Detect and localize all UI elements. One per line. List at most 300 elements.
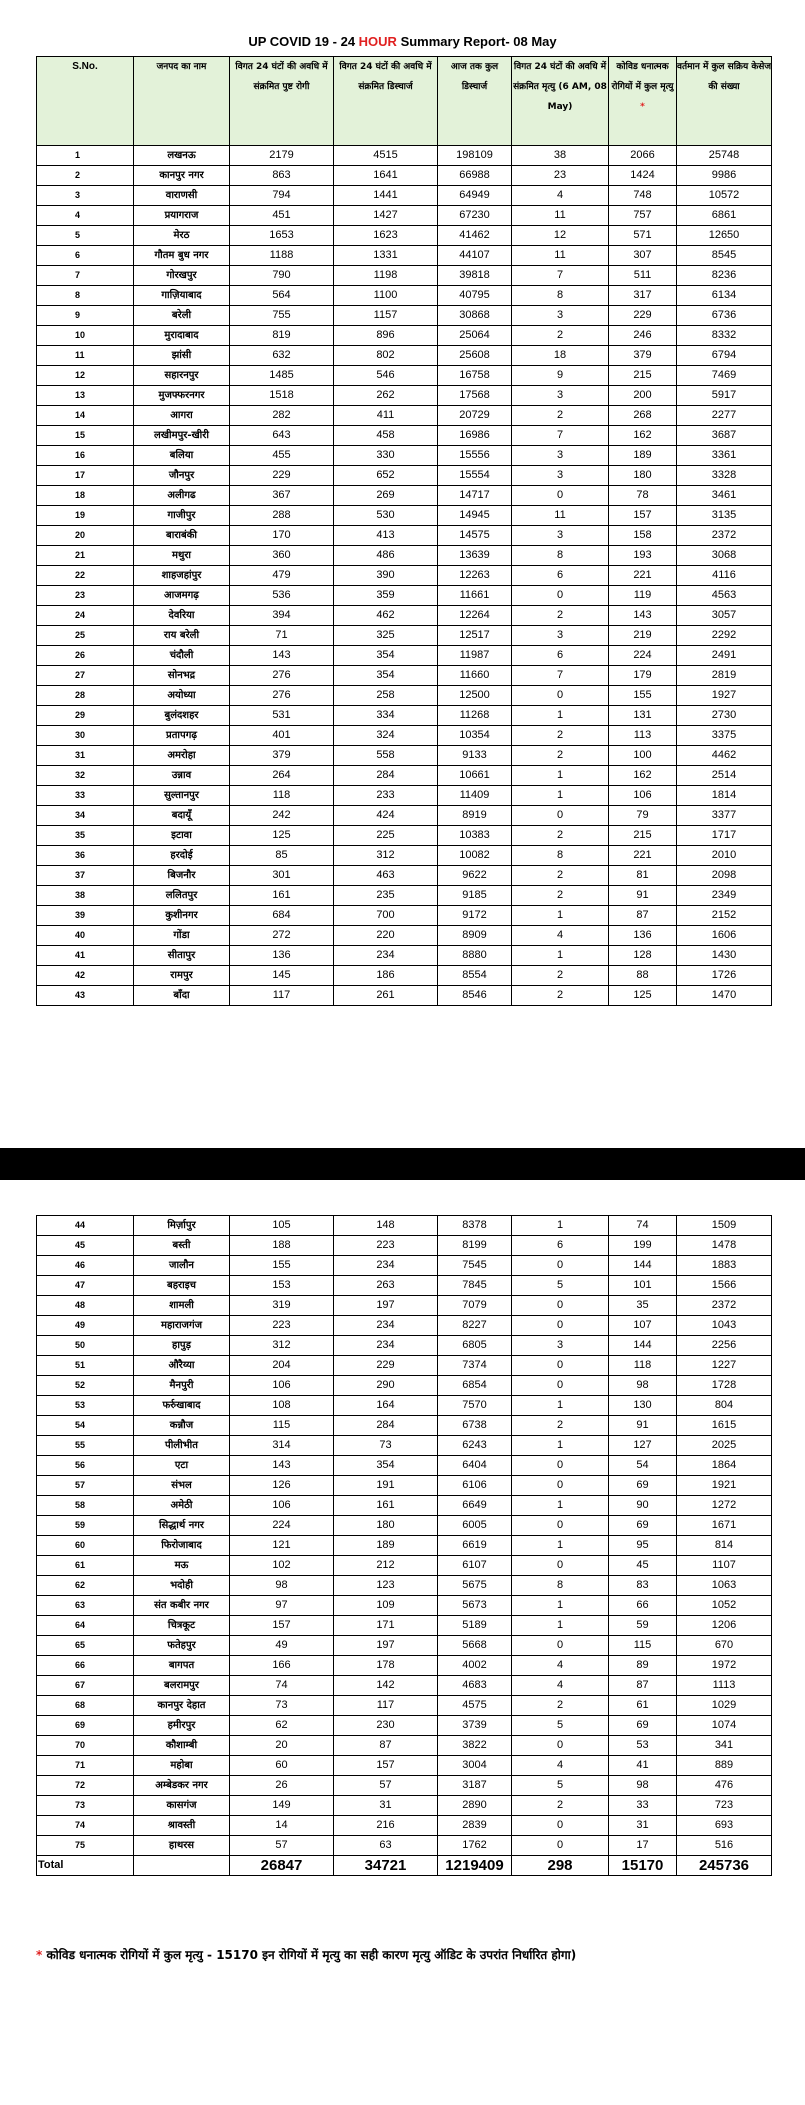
cell-new-positive: 170 xyxy=(230,526,334,546)
table-row xyxy=(37,1556,772,1576)
cell-sno: 3 xyxy=(37,186,134,206)
table-row xyxy=(37,426,772,446)
cell-total-discharged: 17568 xyxy=(438,386,512,406)
cell-district: मैनपुरी xyxy=(134,1376,230,1396)
cell-deaths-24h: 5 xyxy=(512,1716,609,1736)
cell-total-discharged: 8199 xyxy=(438,1236,512,1256)
cell-discharged-24h: 63 xyxy=(334,1836,438,1856)
table-row xyxy=(37,1356,772,1376)
cell-district: अम्बेडकर नगर xyxy=(134,1776,230,1796)
cell-deaths-24h: 1 xyxy=(512,766,609,786)
cell-deaths-24h: 4 xyxy=(512,186,609,206)
cell-deaths-24h: 7 xyxy=(512,666,609,686)
cell-total-discharged: 11268 xyxy=(438,706,512,726)
cell-discharged-24h: 1623 xyxy=(334,226,438,246)
cell-deaths-24h: 2 xyxy=(512,1796,609,1816)
table-row xyxy=(37,1396,772,1416)
table-row xyxy=(37,306,772,326)
cell-active-cases: 2372 xyxy=(677,526,772,546)
cell-discharged-24h: 233 xyxy=(334,786,438,806)
cell-total-deaths: 317 xyxy=(609,286,677,306)
table-row xyxy=(37,346,772,366)
cell-total-discharged: 8554 xyxy=(438,966,512,986)
cell-total-discharged: 44107 xyxy=(438,246,512,266)
cell-total-discharged: 9185 xyxy=(438,886,512,906)
cell-total-discharged: 2890 xyxy=(438,1796,512,1816)
cell-discharged-24h: 1100 xyxy=(334,286,438,306)
table-row xyxy=(37,386,772,406)
cell-district: हाथरस xyxy=(134,1836,230,1856)
cell-total-discharged: 5675 xyxy=(438,1576,512,1596)
cell-total-deaths: 41 xyxy=(609,1756,677,1776)
cell-discharged-24h: 4515 xyxy=(334,146,438,166)
cell-new-positive: 49 xyxy=(230,1636,334,1656)
cell-total-discharged: 6854 xyxy=(438,1376,512,1396)
cell-active-cases: 2372 xyxy=(677,1296,772,1316)
cell-discharged-24h: 284 xyxy=(334,766,438,786)
cell-total-discharged: 2839 xyxy=(438,1816,512,1836)
cell-sno: 12 xyxy=(37,366,134,386)
cell-discharged-24h: 189 xyxy=(334,1536,438,1556)
cell-active-cases: 1029 xyxy=(677,1696,772,1716)
cell-district: गोरखपुर xyxy=(134,266,230,286)
cell-total-deaths: 98 xyxy=(609,1376,677,1396)
cell-sno: 71 xyxy=(37,1756,134,1776)
table-row xyxy=(37,706,772,726)
summary-table-part1 xyxy=(36,56,772,1006)
cell-total-discharged: 67230 xyxy=(438,206,512,226)
cell-total-discharged: 8227 xyxy=(438,1316,512,1336)
cell-total-discharged: 12264 xyxy=(438,606,512,626)
cell-district: शाहजहांपुर xyxy=(134,566,230,586)
cell-total-discharged: 11661 xyxy=(438,586,512,606)
cell-district: शामली xyxy=(134,1296,230,1316)
cell-total-deaths: 215 xyxy=(609,826,677,846)
cell-active-cases: 1074 xyxy=(677,1716,772,1736)
cell-total-deaths: 69 xyxy=(609,1716,677,1736)
cell-total-discharged: 12500 xyxy=(438,686,512,706)
cell-total-discharged: 6107 xyxy=(438,1556,512,1576)
cell-active-cases: 1615 xyxy=(677,1416,772,1436)
cell-active-cases: 2819 xyxy=(677,666,772,686)
cell-new-positive: 394 xyxy=(230,606,334,626)
cell-total-discharged: 30868 xyxy=(438,306,512,326)
header-deaths-24h: विगत 24 घंटों की अवधि में संक्रमित मृत्यु (6 AM, 08 May) xyxy=(512,57,609,146)
cell-new-positive: 272 xyxy=(230,926,334,946)
cell-total-discharged: 10082 xyxy=(438,846,512,866)
cell-active-cases: 3135 xyxy=(677,506,772,526)
cell-new-positive: 684 xyxy=(230,906,334,926)
table-row xyxy=(37,1536,772,1556)
cell-discharged-24h: 413 xyxy=(334,526,438,546)
cell-new-positive: 2179 xyxy=(230,146,334,166)
cell-district: उन्नाव xyxy=(134,766,230,786)
cell-district: ललितपुर xyxy=(134,886,230,906)
cell-discharged-24h: 324 xyxy=(334,726,438,746)
cell-discharged-24h: 354 xyxy=(334,1456,438,1476)
cell-new-positive: 106 xyxy=(230,1376,334,1396)
cell-district: हरदोई xyxy=(134,846,230,866)
cell-discharged-24h: 148 xyxy=(334,1216,438,1236)
cell-district: फिरोजाबाद xyxy=(134,1536,230,1556)
cell-total-deaths: 100 xyxy=(609,746,677,766)
cell-deaths-24h: 0 xyxy=(512,1296,609,1316)
cell-deaths-24h: 3 xyxy=(512,306,609,326)
cell-district: बलिया xyxy=(134,446,230,466)
cell-discharged-24h: 117 xyxy=(334,1696,438,1716)
cell-active-cases: 2152 xyxy=(677,906,772,926)
cell-total-deaths: 246 xyxy=(609,326,677,346)
cell-active-cases: 4116 xyxy=(677,566,772,586)
cell-district: मिर्ज़ापुर xyxy=(134,1216,230,1236)
cell-district: फतेहपुर xyxy=(134,1636,230,1656)
cell-sno: 33 xyxy=(37,786,134,806)
cell-district: बस्ती xyxy=(134,1236,230,1256)
cell-total-deaths: 107 xyxy=(609,1316,677,1336)
cell-active-cases: 8332 xyxy=(677,326,772,346)
cell-discharged-24h: 123 xyxy=(334,1576,438,1596)
cell-new-positive: 360 xyxy=(230,546,334,566)
cell-sno: 52 xyxy=(37,1376,134,1396)
cell-active-cases: 670 xyxy=(677,1636,772,1656)
cell-deaths-24h: 1 xyxy=(512,1616,609,1636)
cell-active-cases: 723 xyxy=(677,1796,772,1816)
cell-new-positive: 229 xyxy=(230,466,334,486)
header-sno: S.No. xyxy=(37,57,134,146)
cell-deaths-24h: 5 xyxy=(512,1276,609,1296)
table-row xyxy=(37,786,772,806)
cell-deaths-24h: 3 xyxy=(512,526,609,546)
cell-deaths-24h: 3 xyxy=(512,466,609,486)
cell-new-positive: 121 xyxy=(230,1536,334,1556)
table-row xyxy=(37,566,772,586)
cell-district: श्रावस्ती xyxy=(134,1816,230,1836)
cell-active-cases: 804 xyxy=(677,1396,772,1416)
cell-deaths-24h: 1 xyxy=(512,1496,609,1516)
cell-active-cases: 2098 xyxy=(677,866,772,886)
cell-total-deaths: 89 xyxy=(609,1656,677,1676)
cell-new-positive: 125 xyxy=(230,826,334,846)
cell-total-deaths: 101 xyxy=(609,1276,677,1296)
cell-deaths-24h: 1 xyxy=(512,946,609,966)
cell-active-cases: 1206 xyxy=(677,1616,772,1636)
table-row xyxy=(37,986,772,1006)
cell-new-positive: 1188 xyxy=(230,246,334,266)
table-row xyxy=(37,366,772,386)
cell-total-deaths: 17 xyxy=(609,1836,677,1856)
cell-total-deaths: 193 xyxy=(609,546,677,566)
cell-discharged-24h: 258 xyxy=(334,686,438,706)
cell-total-discharged: 6243 xyxy=(438,1436,512,1456)
cell-deaths-24h: 2 xyxy=(512,826,609,846)
cell-new-positive: 282 xyxy=(230,406,334,426)
table-row xyxy=(37,586,772,606)
table-row xyxy=(37,846,772,866)
cell-district: राय बरेली xyxy=(134,626,230,646)
cell-total-discharged: 14575 xyxy=(438,526,512,546)
cell-total-deaths: 118 xyxy=(609,1356,677,1376)
total-total-deaths: 15170 xyxy=(609,1856,677,1876)
cell-district: कौशाम्बी xyxy=(134,1736,230,1756)
cell-new-positive: 794 xyxy=(230,186,334,206)
cell-active-cases: 2730 xyxy=(677,706,772,726)
cell-total-discharged: 6404 xyxy=(438,1456,512,1476)
header-active-cases: वर्तमान में कुल सक्रिय केसेज की संख्या xyxy=(677,57,772,146)
cell-active-cases: 3375 xyxy=(677,726,772,746)
cell-discharged-24h: 235 xyxy=(334,886,438,906)
cell-deaths-24h: 4 xyxy=(512,1676,609,1696)
cell-district: लखीमपुर-खीरी xyxy=(134,426,230,446)
cell-new-positive: 1653 xyxy=(230,226,334,246)
cell-deaths-24h: 0 xyxy=(512,486,609,506)
cell-sno: 31 xyxy=(37,746,134,766)
table-row xyxy=(37,1656,772,1676)
cell-discharged-24h: 546 xyxy=(334,366,438,386)
cell-active-cases: 6794 xyxy=(677,346,772,366)
cell-active-cases: 6861 xyxy=(677,206,772,226)
cell-active-cases: 6134 xyxy=(677,286,772,306)
cell-sno: 75 xyxy=(37,1836,134,1856)
cell-active-cases: 2491 xyxy=(677,646,772,666)
cell-sno: 23 xyxy=(37,586,134,606)
cell-active-cases: 3377 xyxy=(677,806,772,826)
table-row xyxy=(37,1456,772,1476)
cell-total-discharged: 5668 xyxy=(438,1636,512,1656)
cell-new-positive: 166 xyxy=(230,1656,334,1676)
cell-total-deaths: 158 xyxy=(609,526,677,546)
cell-deaths-24h: 7 xyxy=(512,426,609,446)
cell-total-deaths: 91 xyxy=(609,886,677,906)
cell-sno: 22 xyxy=(37,566,134,586)
cell-new-positive: 790 xyxy=(230,266,334,286)
cell-district: भदोही xyxy=(134,1576,230,1596)
cell-deaths-24h: 11 xyxy=(512,206,609,226)
cell-sno: 69 xyxy=(37,1716,134,1736)
cell-new-positive: 204 xyxy=(230,1356,334,1376)
cell-discharged-24h: 530 xyxy=(334,506,438,526)
cell-sno: 36 xyxy=(37,846,134,866)
cell-deaths-24h: 0 xyxy=(512,1636,609,1656)
table-row xyxy=(37,806,772,826)
cell-total-deaths: 79 xyxy=(609,806,677,826)
cell-active-cases: 8236 xyxy=(677,266,772,286)
cell-deaths-24h: 0 xyxy=(512,1736,609,1756)
cell-sno: 4 xyxy=(37,206,134,226)
table-row xyxy=(37,886,772,906)
cell-sno: 55 xyxy=(37,1436,134,1456)
cell-total-deaths: 88 xyxy=(609,966,677,986)
cell-total-discharged: 4575 xyxy=(438,1696,512,1716)
total-district xyxy=(134,1856,230,1876)
cell-deaths-24h: 0 xyxy=(512,1356,609,1376)
cell-total-deaths: 221 xyxy=(609,846,677,866)
table-row xyxy=(37,746,772,766)
cell-total-discharged: 14945 xyxy=(438,506,512,526)
cell-deaths-24h: 2 xyxy=(512,966,609,986)
table-row xyxy=(37,486,772,506)
cell-deaths-24h: 38 xyxy=(512,146,609,166)
cell-sno: 53 xyxy=(37,1396,134,1416)
cell-discharged-24h: 462 xyxy=(334,606,438,626)
cell-total-discharged: 39818 xyxy=(438,266,512,286)
cell-new-positive: 118 xyxy=(230,786,334,806)
cell-sno: 50 xyxy=(37,1336,134,1356)
cell-total-discharged: 6738 xyxy=(438,1416,512,1436)
cell-total-deaths: 215 xyxy=(609,366,677,386)
table-row xyxy=(37,1696,772,1716)
cell-total-deaths: 179 xyxy=(609,666,677,686)
cell-total-deaths: 33 xyxy=(609,1796,677,1816)
table-row xyxy=(37,906,772,926)
cell-total-deaths: 144 xyxy=(609,1256,677,1276)
cell-total-deaths: 136 xyxy=(609,926,677,946)
cell-active-cases: 12650 xyxy=(677,226,772,246)
cell-sno: 63 xyxy=(37,1596,134,1616)
cell-discharged-24h: 109 xyxy=(334,1596,438,1616)
cell-discharged-24h: 216 xyxy=(334,1816,438,1836)
report-title xyxy=(0,34,805,49)
cell-total-deaths: 95 xyxy=(609,1536,677,1556)
cell-total-deaths: 35 xyxy=(609,1296,677,1316)
cell-sno: 1 xyxy=(37,146,134,166)
cell-total-deaths: 106 xyxy=(609,786,677,806)
cell-deaths-24h: 0 xyxy=(512,806,609,826)
cell-active-cases: 1272 xyxy=(677,1496,772,1516)
cell-total-deaths: 90 xyxy=(609,1496,677,1516)
cell-active-cases: 1717 xyxy=(677,826,772,846)
cell-active-cases: 10572 xyxy=(677,186,772,206)
cell-deaths-24h: 1 xyxy=(512,1216,609,1236)
cell-new-positive: 755 xyxy=(230,306,334,326)
cell-district: इटावा xyxy=(134,826,230,846)
cell-discharged-24h: 354 xyxy=(334,646,438,666)
cell-new-positive: 145 xyxy=(230,966,334,986)
cell-district: मुरादाबाद xyxy=(134,326,230,346)
cell-sno: 25 xyxy=(37,626,134,646)
cell-total-discharged: 4002 xyxy=(438,1656,512,1676)
cell-deaths-24h: 1 xyxy=(512,786,609,806)
cell-sno: 40 xyxy=(37,926,134,946)
cell-total-deaths: 87 xyxy=(609,906,677,926)
cell-total-deaths: 127 xyxy=(609,1436,677,1456)
cell-total-deaths: 143 xyxy=(609,606,677,626)
cell-district: मुजफ्फरनगर xyxy=(134,386,230,406)
cell-active-cases: 3461 xyxy=(677,486,772,506)
cell-total-deaths: 221 xyxy=(609,566,677,586)
cell-sno: 48 xyxy=(37,1296,134,1316)
cell-total-discharged: 6619 xyxy=(438,1536,512,1556)
cell-district: चंदौली xyxy=(134,646,230,666)
cell-total-discharged: 8909 xyxy=(438,926,512,946)
cell-discharged-24h: 164 xyxy=(334,1396,438,1416)
cell-active-cases: 25748 xyxy=(677,146,772,166)
cell-sno: 29 xyxy=(37,706,134,726)
cell-active-cases: 1470 xyxy=(677,986,772,1006)
cell-district: बदायूँ xyxy=(134,806,230,826)
cell-total-discharged: 8880 xyxy=(438,946,512,966)
cell-district: प्रयागराज xyxy=(134,206,230,226)
cell-total-discharged: 15556 xyxy=(438,446,512,466)
cell-sno: 54 xyxy=(37,1416,134,1436)
cell-total-discharged: 5673 xyxy=(438,1596,512,1616)
cell-new-positive: 188 xyxy=(230,1236,334,1256)
cell-new-positive: 143 xyxy=(230,1456,334,1476)
cell-new-positive: 1485 xyxy=(230,366,334,386)
cell-discharged-24h: 1157 xyxy=(334,306,438,326)
cell-district: अमरोहा xyxy=(134,746,230,766)
cell-discharged-24h: 486 xyxy=(334,546,438,566)
total-active-cases: 245736 xyxy=(677,1856,772,1876)
table-row xyxy=(37,926,772,946)
cell-total-discharged: 4683 xyxy=(438,1676,512,1696)
cell-new-positive: 632 xyxy=(230,346,334,366)
cell-discharged-24h: 458 xyxy=(334,426,438,446)
cell-deaths-24h: 0 xyxy=(512,1836,609,1856)
cell-deaths-24h: 11 xyxy=(512,506,609,526)
cell-discharged-24h: 330 xyxy=(334,446,438,466)
cell-sno: 15 xyxy=(37,426,134,446)
cell-deaths-24h: 0 xyxy=(512,1556,609,1576)
cell-new-positive: 57 xyxy=(230,1836,334,1856)
cell-new-positive: 117 xyxy=(230,986,334,1006)
cell-active-cases: 1921 xyxy=(677,1476,772,1496)
cell-district: कुशीनगर xyxy=(134,906,230,926)
cell-deaths-24h: 1 xyxy=(512,1596,609,1616)
table-row xyxy=(37,1576,772,1596)
cell-deaths-24h: 2 xyxy=(512,726,609,746)
cell-deaths-24h: 1 xyxy=(512,1436,609,1456)
cell-sno: 21 xyxy=(37,546,134,566)
cell-active-cases: 476 xyxy=(677,1776,772,1796)
cell-discharged-24h: 334 xyxy=(334,706,438,726)
cell-total-deaths: 31 xyxy=(609,1816,677,1836)
cell-discharged-24h: 171 xyxy=(334,1616,438,1636)
cell-district: बिजनौर xyxy=(134,866,230,886)
cell-district: गाज़ियाबाद xyxy=(134,286,230,306)
cell-total-deaths: 199 xyxy=(609,1236,677,1256)
cell-sno: 70 xyxy=(37,1736,134,1756)
table-row xyxy=(37,246,772,266)
cell-total-deaths: 307 xyxy=(609,246,677,266)
cell-total-deaths: 45 xyxy=(609,1556,677,1576)
cell-sno: 32 xyxy=(37,766,134,786)
table-row xyxy=(37,446,772,466)
footnote-asterisk: * xyxy=(36,1948,43,1962)
cell-new-positive: 401 xyxy=(230,726,334,746)
cell-deaths-24h: 0 xyxy=(512,1516,609,1536)
cell-district: प्रतापगढ़ xyxy=(134,726,230,746)
cell-sno: 61 xyxy=(37,1556,134,1576)
cell-deaths-24h: 8 xyxy=(512,846,609,866)
cell-district: बुलंदशहर xyxy=(134,706,230,726)
cell-discharged-24h: 197 xyxy=(334,1636,438,1656)
cell-discharged-24h: 284 xyxy=(334,1416,438,1436)
cell-total-deaths: 200 xyxy=(609,386,677,406)
cell-deaths-24h: 2 xyxy=(512,1696,609,1716)
cell-total-deaths: 91 xyxy=(609,1416,677,1436)
cell-discharged-24h: 1427 xyxy=(334,206,438,226)
cell-discharged-24h: 180 xyxy=(334,1516,438,1536)
total-total-discharged: 1219409 xyxy=(438,1856,512,1876)
cell-new-positive: 264 xyxy=(230,766,334,786)
cell-active-cases: 1728 xyxy=(677,1376,772,1396)
cell-total-discharged: 25608 xyxy=(438,346,512,366)
table-row xyxy=(37,1336,772,1356)
total-discharged-24h: 34721 xyxy=(334,1856,438,1876)
cell-sno: 19 xyxy=(37,506,134,526)
cell-new-positive: 157 xyxy=(230,1616,334,1636)
cell-sno: 44 xyxy=(37,1216,134,1236)
